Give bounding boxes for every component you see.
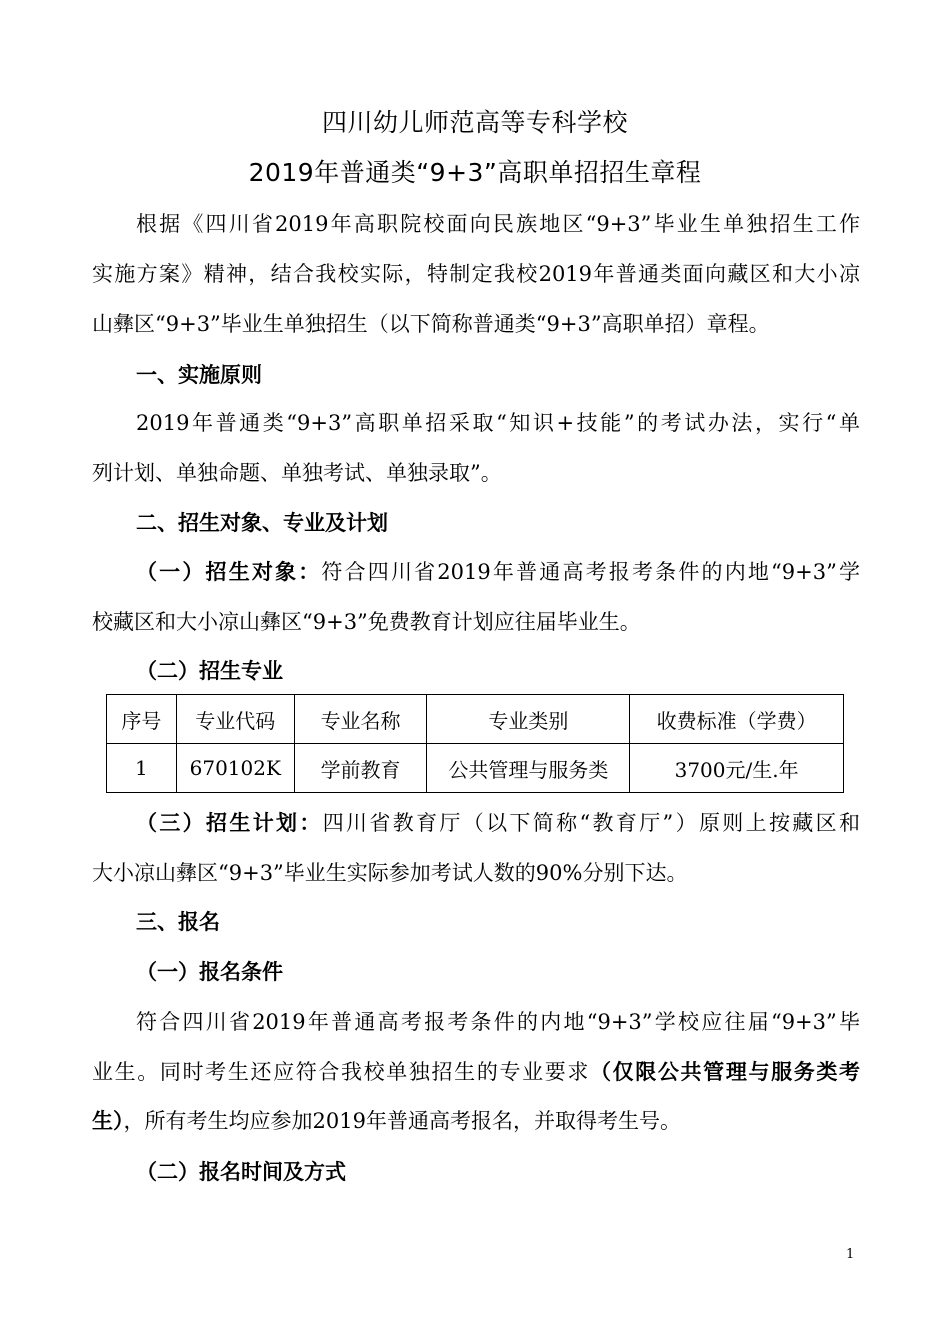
section-2-heading: 二、招生对象、专业及计划: [136, 511, 388, 535]
conditions-line-2-text: 业生。同时考生还应符合我校单独招生的专业要求: [92, 1060, 590, 1084]
table-row: [107, 744, 844, 793]
page-number: 1: [846, 1247, 855, 1262]
target-paragraph-line-1: [136, 557, 860, 587]
major-heading: （二）招生专业: [136, 659, 283, 683]
table-cell: 3700元/生.年: [630, 744, 844, 793]
table-header-cell: 收费标准（学费）: [630, 695, 844, 744]
intro-line-2: 实施方案》精神，结合我校实际，特制定我校2019年普通类面向藏区和大小凉: [92, 262, 860, 286]
plan-paragraph-line-1: [136, 808, 860, 838]
table-header-row: [107, 695, 844, 744]
section-3-heading: 三、报名: [136, 910, 220, 934]
table-cell: 670102K: [176, 744, 294, 793]
conditions-heading: （一）报名条件: [136, 960, 283, 984]
table-cell: 公共管理与服务类: [427, 744, 630, 793]
document-title: 2019年普通类“9+3”高职单招招生章程: [248, 158, 702, 187]
table-header-cell: 专业类别: [427, 695, 630, 744]
plan-paragraph-line-2: 大小凉山彝区“9+3”毕业生实际参加考试人数的90%分别下达。: [92, 861, 688, 885]
intro-line-3: 山彝区“9+3”毕业生单独招生（以下简称普通类“9+3”高职单招）章程。: [92, 312, 770, 336]
table-header-cell: 序号: [107, 695, 177, 744]
target-text: 符合四川省2019年普通高考报考条件的内地“9+3”学: [321, 560, 861, 584]
plan-label: （三）招生计划：: [136, 811, 323, 835]
intro-line-1: 根据《四川省2019年高职院校面向民族地区“9+3”毕业生单独招生工作: [136, 212, 860, 236]
plan-text: 四川省教育厅（以下简称“教育厅”）原则上按藏区和: [322, 811, 860, 835]
table-header-cell: 专业代码: [176, 695, 294, 744]
conditions-line-2-bold: （仅限公共管理与服务类考: [590, 1060, 860, 1084]
conditions-line-2: [92, 1057, 860, 1087]
section-1-line-1: 2019年普通类“9+3”高职单招采取“知识+技能”的考试办法，实行“单: [136, 411, 860, 435]
target-paragraph-line-2: 校藏区和大小凉山彝区“9+3”免费教育计划应往届毕业生。: [92, 610, 641, 634]
table-cell: 1: [107, 744, 177, 793]
target-label: （一）招生对象：: [136, 560, 322, 584]
conditions-line-3-bold: 生）: [92, 1109, 124, 1133]
conditions-line-3: [92, 1106, 860, 1136]
conditions-line-3-text: ，所有考生均应参加2019年普通高考报名，并取得考生号。: [123, 1109, 681, 1133]
major-table: [106, 694, 844, 793]
section-1-line-2: 列计划、单独命题、单独考试、单独录取”。: [92, 461, 502, 485]
table-header-cell: 专业名称: [294, 695, 427, 744]
school-name: 四川幼儿师范高等专科学校: [321, 108, 628, 137]
section-1-heading: 一、实施原则: [136, 363, 262, 387]
registration-time-heading: （二）报名时间及方式: [136, 1160, 346, 1184]
conditions-line-1: 符合四川省2019年普通高考报考条件的内地“9+3”学校应往届“9+3”毕: [136, 1010, 860, 1034]
table-cell: 学前教育: [294, 744, 427, 793]
